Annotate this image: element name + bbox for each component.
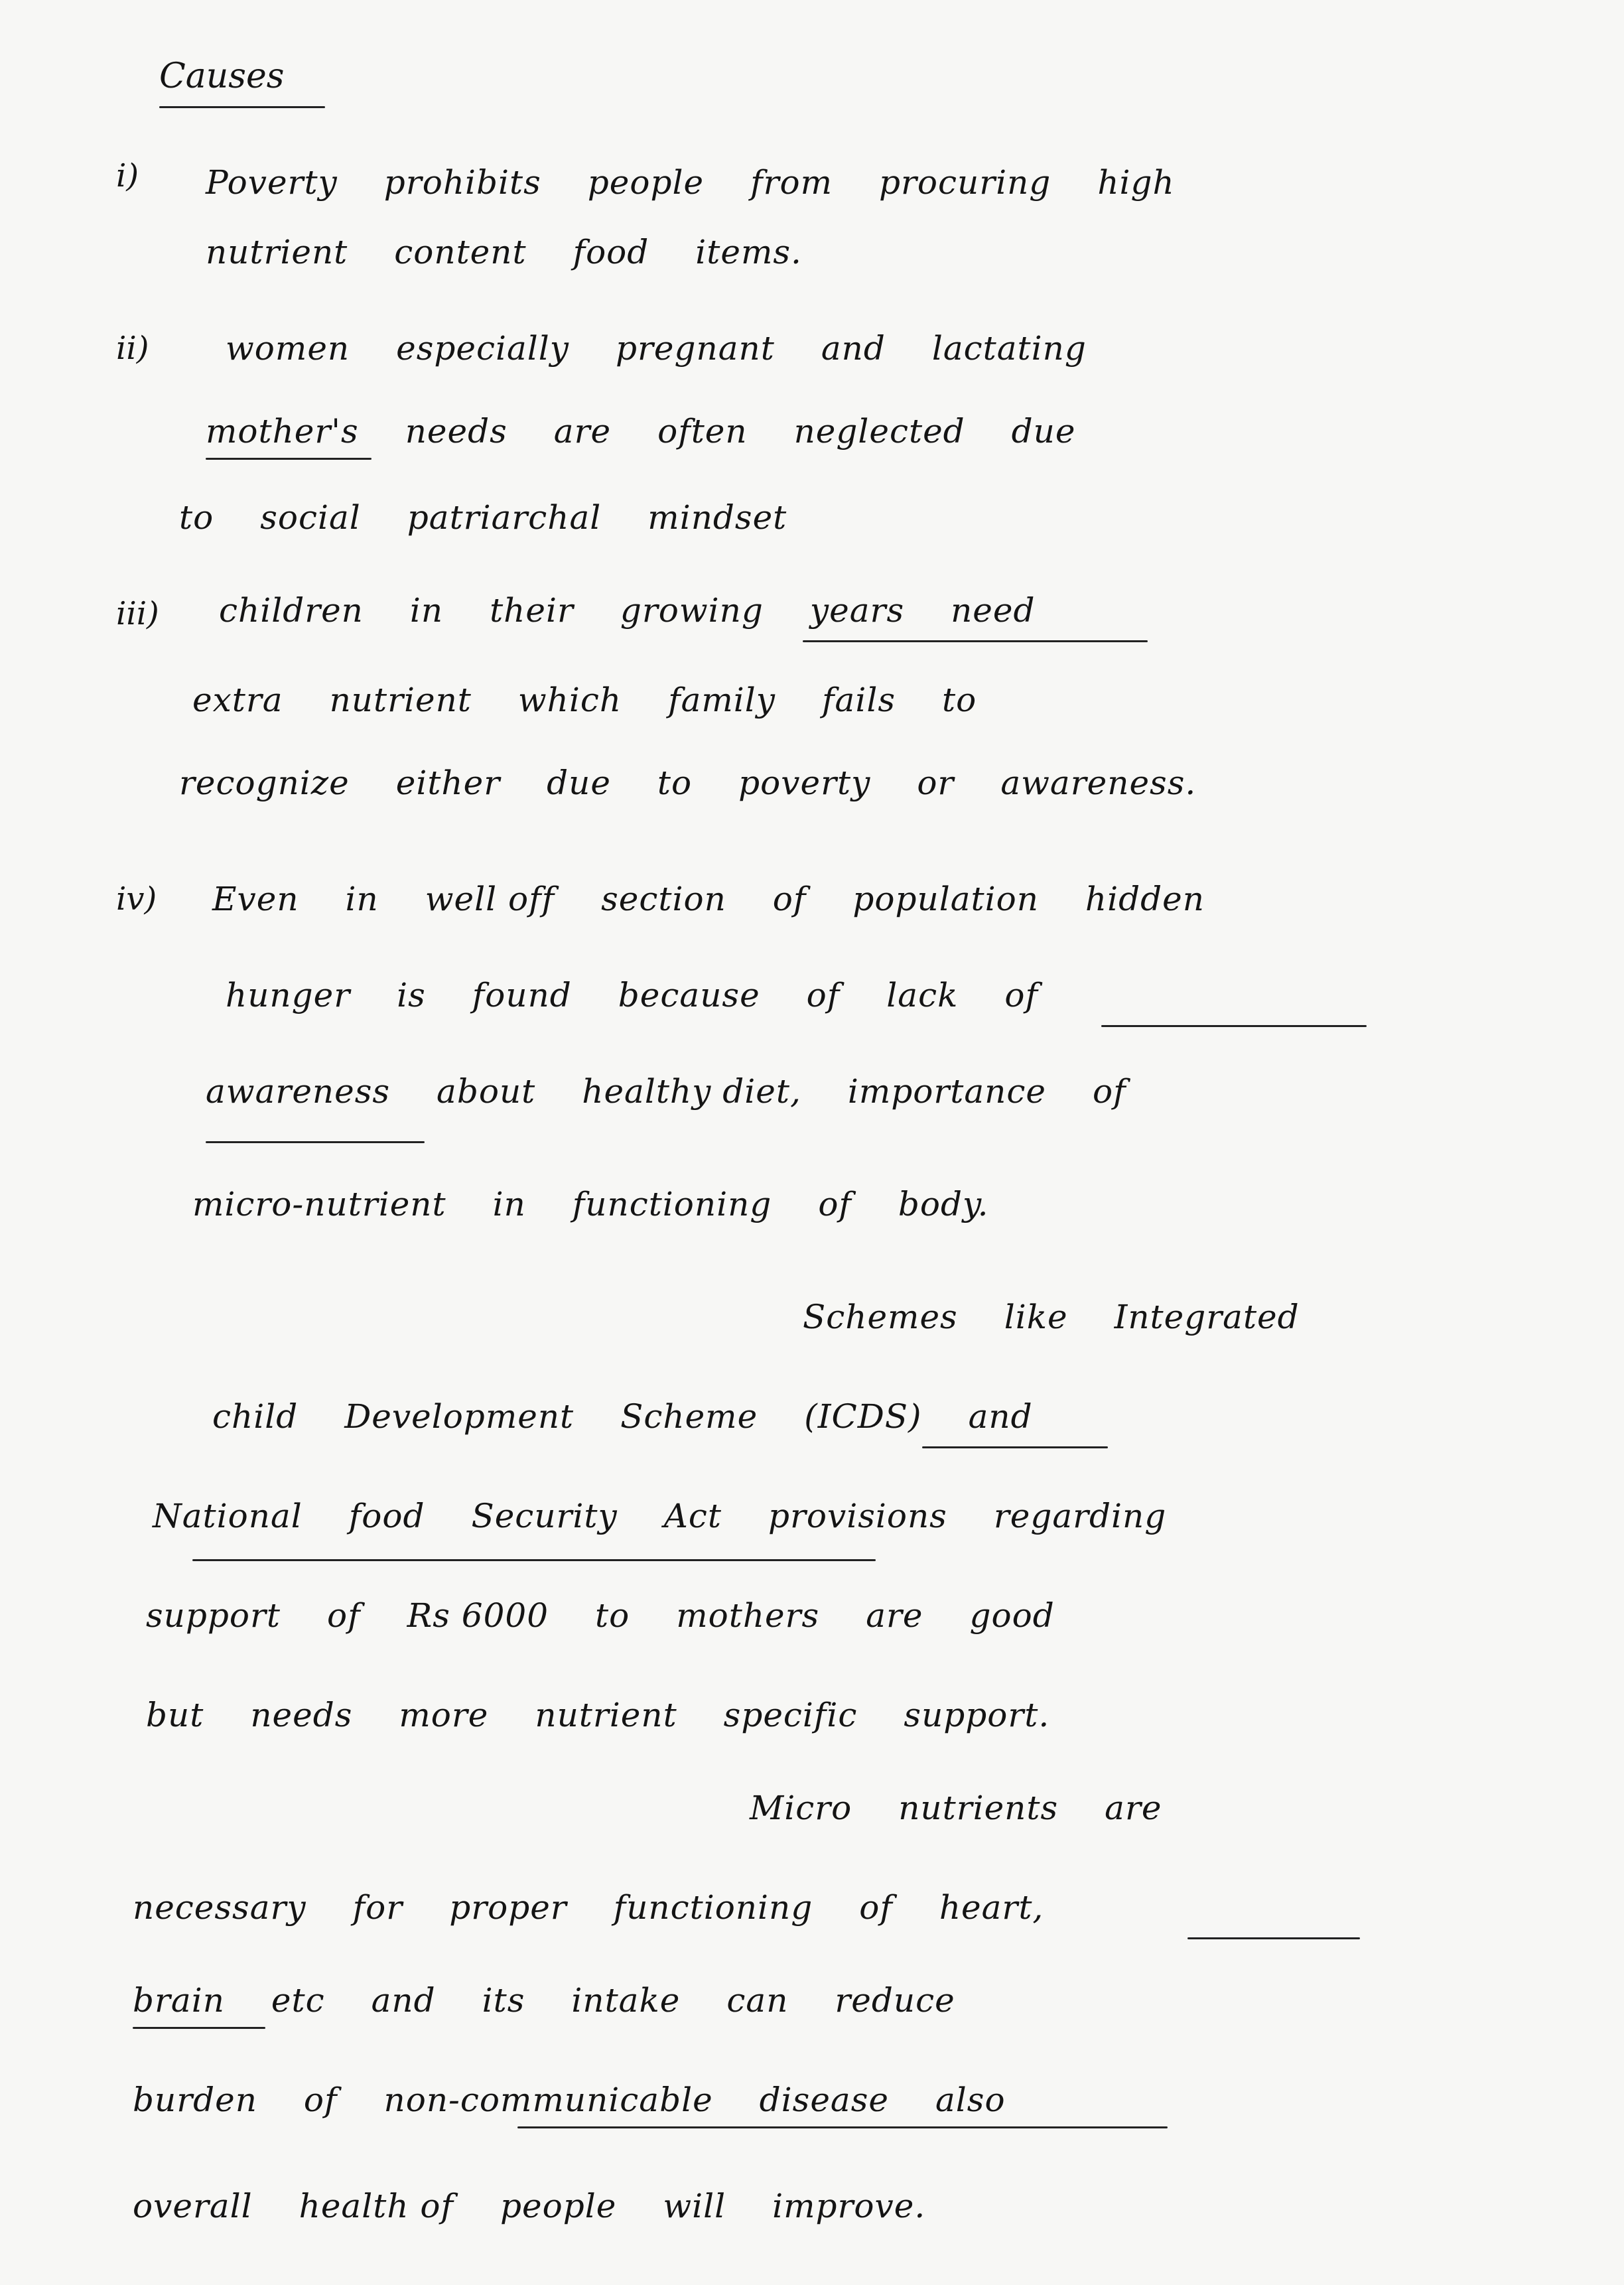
point-2-line-3: [179, 494, 833, 541]
point-4-line-2: [226, 972, 1085, 1018]
handwritten-word: nutrient: [206, 233, 348, 271]
handwritten-word: will: [663, 2187, 726, 2225]
handwritten-word: social: [260, 498, 361, 537]
handwritten-word: Scheme: [620, 1397, 758, 1436]
handwritten-word: are: [553, 412, 612, 450]
heading-underline: [159, 106, 325, 108]
handwritten-word: procuring: [878, 163, 1051, 202]
handwritten-word: Poverty: [206, 163, 338, 202]
point-1-line-2: [206, 229, 848, 275]
handwritten-word: specific: [723, 1696, 858, 1734]
handwritten-word: child: [212, 1397, 299, 1436]
handwritten-word: needs: [405, 412, 508, 450]
point-4-line-4: [192, 1181, 1036, 1227]
handwritten-word: of: [859, 1888, 893, 1927]
handwritten-word: because: [618, 976, 760, 1014]
underline-growing-years: [803, 640, 1148, 642]
body-line-8: [133, 1977, 1002, 2024]
handwritten-word: either: [395, 764, 501, 802]
handwritten-word: which: [517, 681, 622, 719]
handwritten-word: of: [326, 1596, 361, 1635]
handwritten-word: mindset: [647, 498, 787, 537]
body-line-10: [133, 2183, 972, 2229]
handwritten-word: well off: [425, 880, 555, 918]
handwritten-word: in: [492, 1185, 526, 1223]
handwritten-word: often: [657, 412, 748, 450]
handwritten-word: of: [1092, 1072, 1126, 1111]
handwritten-word: to: [942, 681, 977, 719]
underline-brain: [133, 2027, 265, 2029]
handwritten-word: or: [917, 764, 955, 802]
heading-causes: Causes: [159, 56, 285, 96]
handwritten-word: for: [352, 1888, 403, 1927]
body-line-3: [153, 1493, 1213, 1539]
handwritten-word: people: [500, 2187, 617, 2225]
handwritten-word: of: [806, 976, 841, 1014]
handwritten-word: about: [437, 1072, 536, 1111]
handwritten-word: prohibits: [383, 163, 541, 202]
handwritten-word: hidden: [1085, 880, 1205, 918]
body-line-6: [750, 1785, 1208, 1831]
handwritten-word: poverty: [738, 764, 871, 802]
handwritten-word: nutrient: [329, 681, 472, 719]
handwritten-word: of: [303, 2081, 338, 2119]
handwritten-word: Even: [212, 880, 299, 918]
handwritten-word: health of: [299, 2187, 454, 2225]
handwritten-word: from: [750, 163, 833, 202]
point-3-line-1: [219, 587, 1082, 634]
point-4-marker: iv): [116, 880, 157, 918]
point-3-marker: iii): [116, 595, 159, 632]
handwritten-word: in: [345, 880, 379, 918]
point-2-line-2: [206, 408, 1122, 454]
handwritten-word: to: [595, 1596, 630, 1635]
handwritten-word: hunger: [226, 976, 351, 1014]
underline-lack-of: [1101, 1025, 1367, 1027]
handwritten-word: pregnant: [616, 329, 775, 368]
handwritten-word: mothers: [676, 1596, 820, 1635]
underline-icds: [922, 1446, 1108, 1448]
handwritten-word: body.: [898, 1185, 989, 1223]
handwritten-word: awareness.: [1000, 764, 1197, 802]
handwritten-word: awareness: [206, 1072, 391, 1111]
underline-non-communicable-disease: [517, 2126, 1168, 2128]
handwritten-word: neglected: [793, 412, 965, 450]
handwritten-word: are: [866, 1596, 923, 1635]
handwritten-word: good: [969, 1596, 1055, 1635]
handwritten-word: brain: [133, 1981, 225, 2020]
body-line-9: [133, 2077, 1052, 2123]
handwritten-word: food: [573, 233, 649, 271]
handwritten-word: nutrient: [535, 1696, 677, 1734]
handwritten-word: overall: [133, 2187, 253, 2225]
point-2-line-1: [226, 325, 1133, 372]
handwritten-word: of: [818, 1185, 852, 1223]
handwritten-word: and: [968, 1397, 1033, 1436]
underline-mothers: [206, 458, 372, 460]
handwritten-word: Development: [344, 1397, 575, 1436]
handwritten-word: Schemes: [803, 1298, 958, 1336]
handwritten-word: in: [409, 591, 444, 630]
handwritten-word: micro-nutrient: [192, 1185, 446, 1223]
handwritten-word: lack: [886, 976, 959, 1014]
handwritten-word: Micro: [750, 1789, 852, 1827]
body-line-4: [146, 1592, 1101, 1639]
handwritten-word: section: [601, 880, 726, 918]
handwritten-word: its: [482, 1981, 525, 2020]
handwritten-word: importance: [847, 1072, 1046, 1111]
handwritten-word: content: [394, 233, 527, 271]
handwritten-word: due: [1011, 412, 1076, 450]
point-2-marker: ii): [116, 330, 149, 367]
handwritten-word: National: [153, 1497, 303, 1535]
handwritten-word: heart,: [939, 1888, 1044, 1927]
handwritten-word: population: [852, 880, 1039, 918]
handwritten-word: (ICDS): [804, 1397, 922, 1436]
underline-awareness: [206, 1141, 425, 1143]
handwritten-word: intake: [571, 1981, 681, 2020]
handwritten-word: extra: [192, 681, 283, 719]
handwritten-word: recognize: [179, 764, 350, 802]
body-line-1: [803, 1294, 1346, 1340]
handwritten-word: of: [772, 880, 807, 918]
handwritten-word: functioning: [613, 1888, 813, 1927]
body-line-2: [212, 1393, 1079, 1440]
handwritten-word: mother's: [206, 412, 359, 450]
handwritten-word: Integrated: [1114, 1298, 1300, 1336]
underline-heart: [1187, 1937, 1360, 1939]
handwritten-word: items.: [695, 233, 802, 271]
handwritten-word: reduce: [835, 1981, 955, 2020]
handwritten-word: family: [668, 681, 776, 719]
body-line-5: [146, 1692, 1096, 1738]
handwritten-word: necessary: [133, 1888, 306, 1927]
handwritten-word: of: [1004, 976, 1038, 1014]
handwritten-word: lactating: [931, 329, 1087, 368]
handwritten-word: also: [935, 2081, 1006, 2119]
handwritten-word: provisions: [768, 1497, 947, 1535]
handwritten-word: improve.: [772, 2187, 926, 2225]
handwritten-word: non-communicable: [383, 2081, 713, 2119]
handwritten-word: Rs 6000: [407, 1596, 549, 1635]
point-4-line-3: [206, 1068, 1173, 1115]
handwritten-word: years: [809, 591, 905, 630]
handwritten-word: support: [146, 1596, 281, 1635]
handwritten-word: proper: [449, 1888, 567, 1927]
handwritten-word: functioning: [572, 1185, 772, 1223]
handwritten-word: more: [399, 1696, 489, 1734]
handwritten-word: like: [1004, 1298, 1068, 1336]
handwritten-word: can: [726, 1981, 789, 2020]
handwritten-word: Security: [471, 1497, 618, 1535]
handwritten-word: need: [951, 591, 1036, 630]
handwritten-word: regarding: [993, 1497, 1167, 1535]
handwritten-word: especially: [396, 329, 569, 368]
handwritten-word: growing: [620, 591, 764, 630]
point-4-line-1: [212, 876, 1251, 922]
handwritten-word: high: [1097, 163, 1175, 202]
handwritten-word: fails: [822, 681, 896, 719]
handwritten-word: but: [146, 1696, 204, 1734]
handwritten-word: food: [348, 1497, 425, 1535]
handwritten-word: are: [1105, 1789, 1162, 1827]
handwritten-word: disease: [759, 2081, 889, 2119]
handwritten-word: Act: [663, 1497, 722, 1535]
handwritten-word: support.: [904, 1696, 1050, 1734]
handwritten-word: women: [226, 329, 350, 368]
handwritten-word: due: [547, 764, 611, 802]
handwritten-word: burden: [133, 2081, 257, 2119]
handwritten-word: people: [587, 163, 705, 202]
body-line-7: [133, 1884, 1090, 1931]
handwritten-word: found: [472, 976, 572, 1014]
handwritten-word: and: [821, 329, 886, 368]
point-3-line-2: [192, 677, 1023, 723]
handwritten-word: is: [397, 976, 426, 1014]
handwritten-word: etc: [271, 1981, 325, 2020]
handwritten-word: patriarchal: [407, 498, 602, 537]
handwritten-word: to: [657, 764, 693, 802]
point-3-line-3: [179, 760, 1243, 806]
handwritten-word: needs: [250, 1696, 353, 1734]
point-1-marker: i): [116, 157, 139, 194]
handwritten-word: children: [219, 591, 364, 630]
handwritten-word: to: [179, 498, 214, 537]
handwritten-word: healthy diet,: [582, 1072, 801, 1111]
handwritten-word: nutrients: [898, 1789, 1059, 1827]
point-1-line-1: [206, 159, 1221, 206]
handwritten-word: and: [371, 1981, 436, 2020]
underline-national-food-security: [192, 1559, 876, 1561]
handwritten-word: their: [490, 591, 574, 630]
